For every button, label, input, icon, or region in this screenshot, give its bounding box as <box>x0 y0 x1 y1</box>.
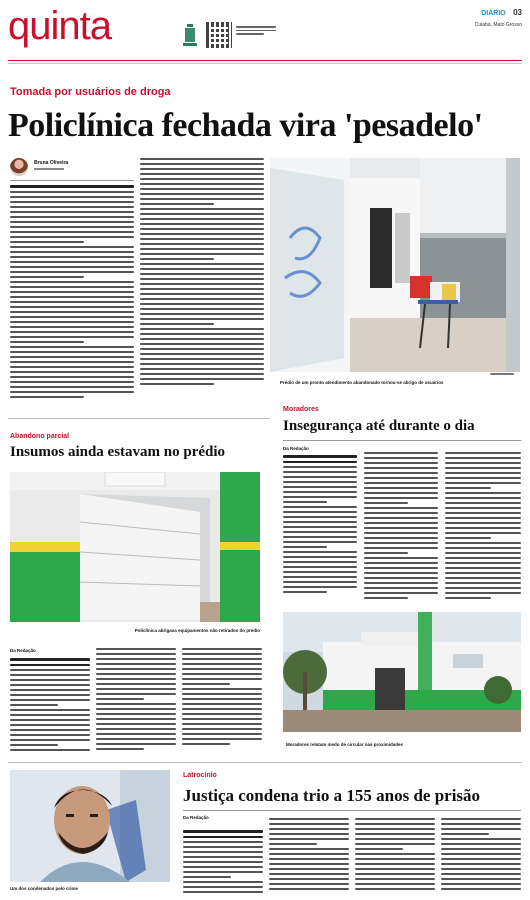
story3-photo <box>283 612 521 732</box>
author-role <box>34 168 64 170</box>
story3-byline: Da Redação <box>283 446 309 451</box>
section-title: quinta <box>8 4 111 48</box>
story2-body-col3 <box>182 648 262 758</box>
header-rule-thin <box>8 63 522 64</box>
brand-name: DIÁRIO <box>481 10 506 17</box>
story1-body-col1 <box>10 185 134 410</box>
story1-body-col2 <box>140 158 264 410</box>
story2-kicker: Abandono parcial <box>10 433 70 440</box>
story4-body-col1 <box>183 830 263 898</box>
story3-kicker: Moradores <box>283 406 319 413</box>
story4-body-col2 <box>269 818 349 898</box>
story4-divider <box>183 810 521 811</box>
story1-headline: Policlínica fechada vira 'pesadelo' <box>8 107 483 144</box>
story4-headline: Justiça condena trio a 155 anos de prisão <box>183 786 481 805</box>
story4-photo-caption: Um dos condenados pelo crime <box>10 886 79 891</box>
story4-byline: Da Redação <box>183 815 209 820</box>
story1-photo-caption: Prédio de um pronto atendimento abandonado tornou-se abrigo de usuários <box>280 380 444 385</box>
story4-body-col3 <box>355 818 435 898</box>
story2-headline: Insumos ainda estavam no prédio <box>10 444 226 460</box>
newspaper-logo-icon <box>183 22 197 48</box>
story2-photo <box>10 472 260 622</box>
header-rule <box>8 60 522 61</box>
story4-photo <box>10 770 170 882</box>
author-name: Bruna Oliveira <box>34 160 69 166</box>
story2-photo-caption: Policlínica abrigava equipamentos não retirados do prédio <box>134 628 260 633</box>
story3-photo-caption: Moradores relatam medo de circular nas proximidades <box>286 742 404 747</box>
story3-body-col3 <box>445 452 521 605</box>
story1-kicker: Tomada por usuários de droga <box>10 86 171 98</box>
story4-kicker: Latrocínio <box>183 772 217 779</box>
story3-divider <box>283 440 521 441</box>
qr-caption <box>236 26 276 37</box>
qr-code-icon <box>206 22 232 48</box>
author-divider <box>10 180 134 181</box>
page-number: 03 <box>513 8 522 17</box>
story3-body-col2 <box>364 452 438 605</box>
story4-body-col4 <box>441 818 521 898</box>
issue-date: Cuiabá, Mato Grosso <box>474 22 522 28</box>
story2-top-rule <box>8 418 270 419</box>
masthead-right <box>481 8 522 17</box>
story1-photo-credit <box>490 373 514 378</box>
story2-body-col2 <box>96 648 176 758</box>
story3-headline: Insegurança até durante o dia <box>283 418 475 434</box>
story2-byline: Da Redação <box>10 648 36 653</box>
author-avatar <box>10 158 28 176</box>
story3-body-col1 <box>283 455 357 605</box>
story4-top-rule <box>8 762 522 763</box>
story1-photo <box>270 158 520 372</box>
story2-body-col1 <box>10 658 90 758</box>
